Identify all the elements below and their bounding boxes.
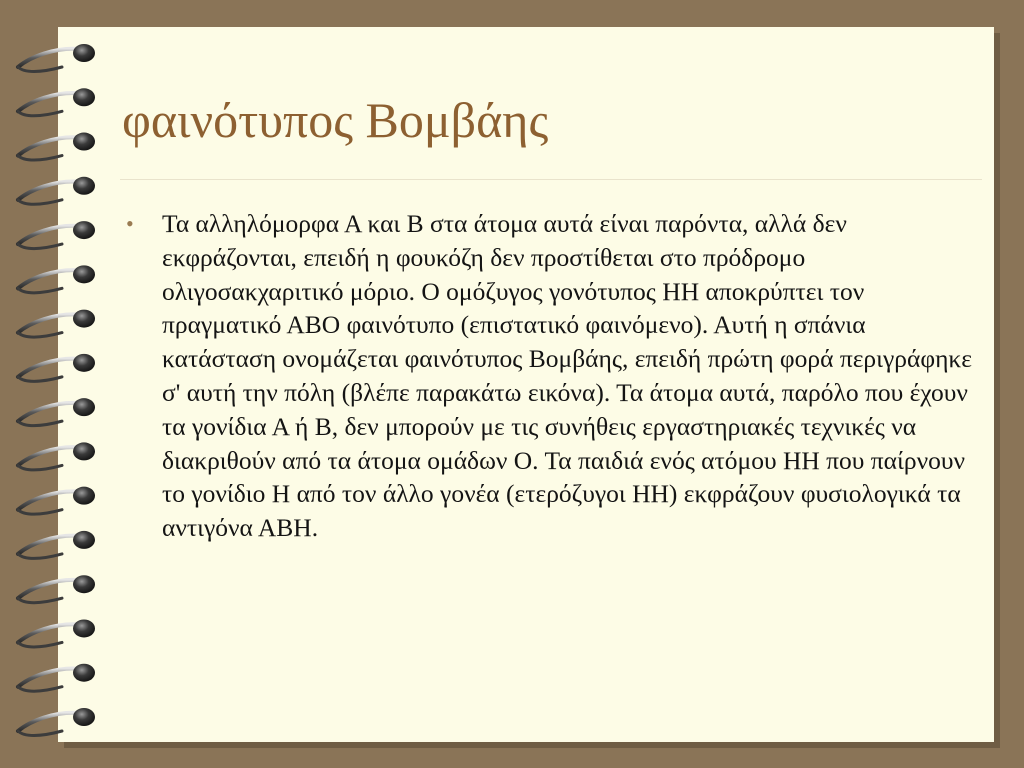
spiral-ring-icon <box>18 133 95 161</box>
spiral-ring-icon <box>18 531 95 559</box>
spiral-ring-icon <box>18 442 95 470</box>
bullet-dot-icon: • <box>126 211 134 236</box>
spiral-ring-icon <box>18 398 95 426</box>
spiral-ring-icon <box>18 44 95 72</box>
spiral-ring-icon <box>18 221 95 249</box>
spiral-ring-icon <box>18 487 95 515</box>
spiral-ring-icon <box>18 354 95 382</box>
spiral-ring-icon <box>18 619 95 647</box>
bullet-text: Τα αλληλόμορφα Α και Β στα άτομα αυτά είναι παρόντα, αλλά δεν εκφράζονται, επειδή η φουκόζη δεν προστίθεται στο πρόδρομο ολιγοσακχαριτικό μόριο. Ο ομόζυγος γονότυπος ΗΗ αποκρύπτει τον πραγματικό ΑΒΟ φαινότυπο (επιστατικό φαινόμενο). Αυτή η σπάνια κατάσταση ονομάζεται φαινότυπος Βομβάης, επειδή πρώτη φορά περιγράφηκε σ' αυτή την πόλη (βλέπε παρακάτω εικόνα). Τα άτομα αυτά, παρόλο που έχουν τα γονίδια Α ή Β, δεν μπορούν με τις συνήθεις εργαστηριακές τεχνικές να διακριθούν από τα άτομα ομάδων Ο. Τα παιδιά ενός ατόμου ΗΗ που παίρνουν το γονίδιο Η από τον άλλο γονέα (ετερόζυγοι ΗΗ) εκφράζουν φυσιολογικά τα αντιγόνα ΑΒΗ. <box>162 209 972 543</box>
spiral-ring-icon <box>18 310 95 338</box>
slide-title: φαινότυπος Βομβάης <box>122 92 549 148</box>
bullet-list <box>124 207 974 545</box>
spiral-ring-icon <box>18 88 95 116</box>
spiral-ring-icon <box>18 708 95 736</box>
title-divider <box>120 179 982 180</box>
bullet-item <box>124 207 974 545</box>
spiral-ring-icon <box>18 575 95 603</box>
spiral-ring-icon <box>18 664 95 692</box>
spiral-ring-icon <box>18 177 95 205</box>
spiral-binding <box>0 0 110 768</box>
spiral-ring-icon <box>18 265 95 293</box>
